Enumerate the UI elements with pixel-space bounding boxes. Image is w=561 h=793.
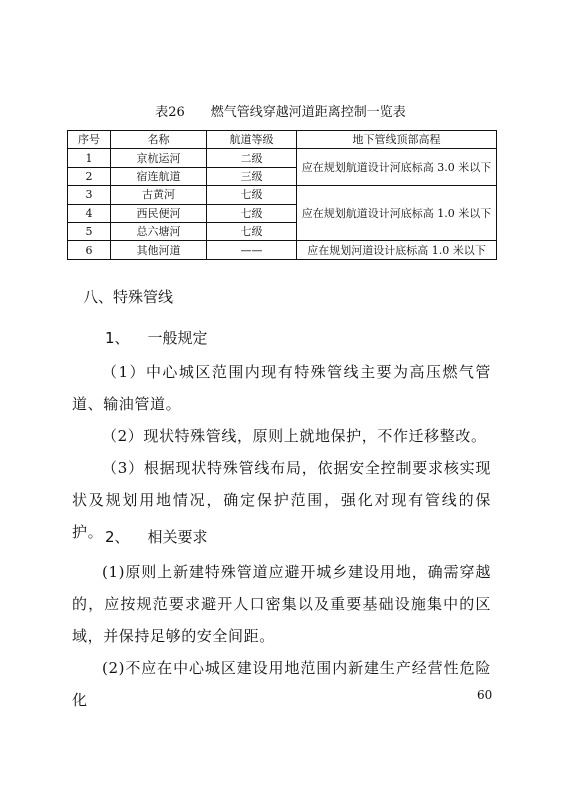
table-row xyxy=(68,241,497,259)
subsection-title: 一般规定 xyxy=(147,329,208,347)
table-caption-number: 表26 xyxy=(155,105,185,120)
section-heading-special-pipelines: 八、特殊管线 xyxy=(83,288,174,306)
paragraph: （3）根据现状特殊管线布局，依据安全控制要求核实现状及规划用地情况，确定保护范围，强化对现有管线的保护。 xyxy=(72,459,491,541)
header-elevation: 地下管线顶部高程 xyxy=(297,131,497,149)
cell-grade: 七级 xyxy=(207,204,297,222)
cell-name: 总六塘河 xyxy=(111,222,207,240)
cell-name: 古黄河 xyxy=(111,186,207,204)
paragraph: (1)原则上新建特殊管道应避开城乡建设用地，确需穿越的，应按规范要求避开人口密集以及重要基础设施集中的区域，并保持足够的安全间距。 xyxy=(72,563,491,645)
cell-name: 其他河道 xyxy=(111,241,207,259)
subsection-heading-requirements xyxy=(105,526,208,547)
pipeline-river-table xyxy=(67,130,497,260)
cell-grade: 七级 xyxy=(207,222,297,240)
table-row xyxy=(68,149,497,167)
cell-no: 6 xyxy=(68,241,111,259)
subsection-number: 1、 xyxy=(105,329,130,347)
cell-elevation: 应在规划河道设计底标高 1.0 米以下 xyxy=(297,241,497,259)
cell-name: 宿连航道 xyxy=(111,167,207,185)
subsection-heading-general xyxy=(105,327,208,348)
cell-name: 京杭运河 xyxy=(111,149,207,167)
table-header-row xyxy=(68,131,497,149)
paragraph: (2)不应在中心城区建设用地范围内新建生产经营性危险化 xyxy=(72,659,491,709)
paragraph: （2）现状特殊管线，原则上就地保护，不作迁移整改。 xyxy=(102,427,487,445)
cell-no: 3 xyxy=(68,186,111,204)
cell-no: 2 xyxy=(68,167,111,185)
cell-grade: 三级 xyxy=(207,167,297,185)
cell-elevation: 应在规划航道设计河底标高 1.0 米以下 xyxy=(297,186,497,241)
cell-grade: 二级 xyxy=(207,149,297,167)
header-name: 名称 xyxy=(111,131,207,149)
cell-grade: —— xyxy=(207,241,297,259)
cell-grade: 七级 xyxy=(207,186,297,204)
cell-no: 4 xyxy=(68,204,111,222)
header-grade: 航道等级 xyxy=(207,131,297,149)
cell-no: 1 xyxy=(68,149,111,167)
header-no: 序号 xyxy=(68,131,111,149)
paragraph: （1）中心城区范围内现有特殊管线主要为高压燃气管道、输油管道。 xyxy=(72,363,491,413)
table-caption xyxy=(0,101,561,120)
cell-elevation: 应在规划航道设计河底标高 3.0 米以下 xyxy=(297,149,497,186)
cell-name: 西民便河 xyxy=(111,204,207,222)
subsection-title: 相关要求 xyxy=(147,528,208,546)
page-number: 60 xyxy=(477,688,493,702)
cell-no: 5 xyxy=(68,222,111,240)
table-caption-title: 燃气管线穿越河道距离控制一览表 xyxy=(210,105,406,120)
subsection-number: 2、 xyxy=(105,528,130,546)
table-row xyxy=(68,186,497,204)
